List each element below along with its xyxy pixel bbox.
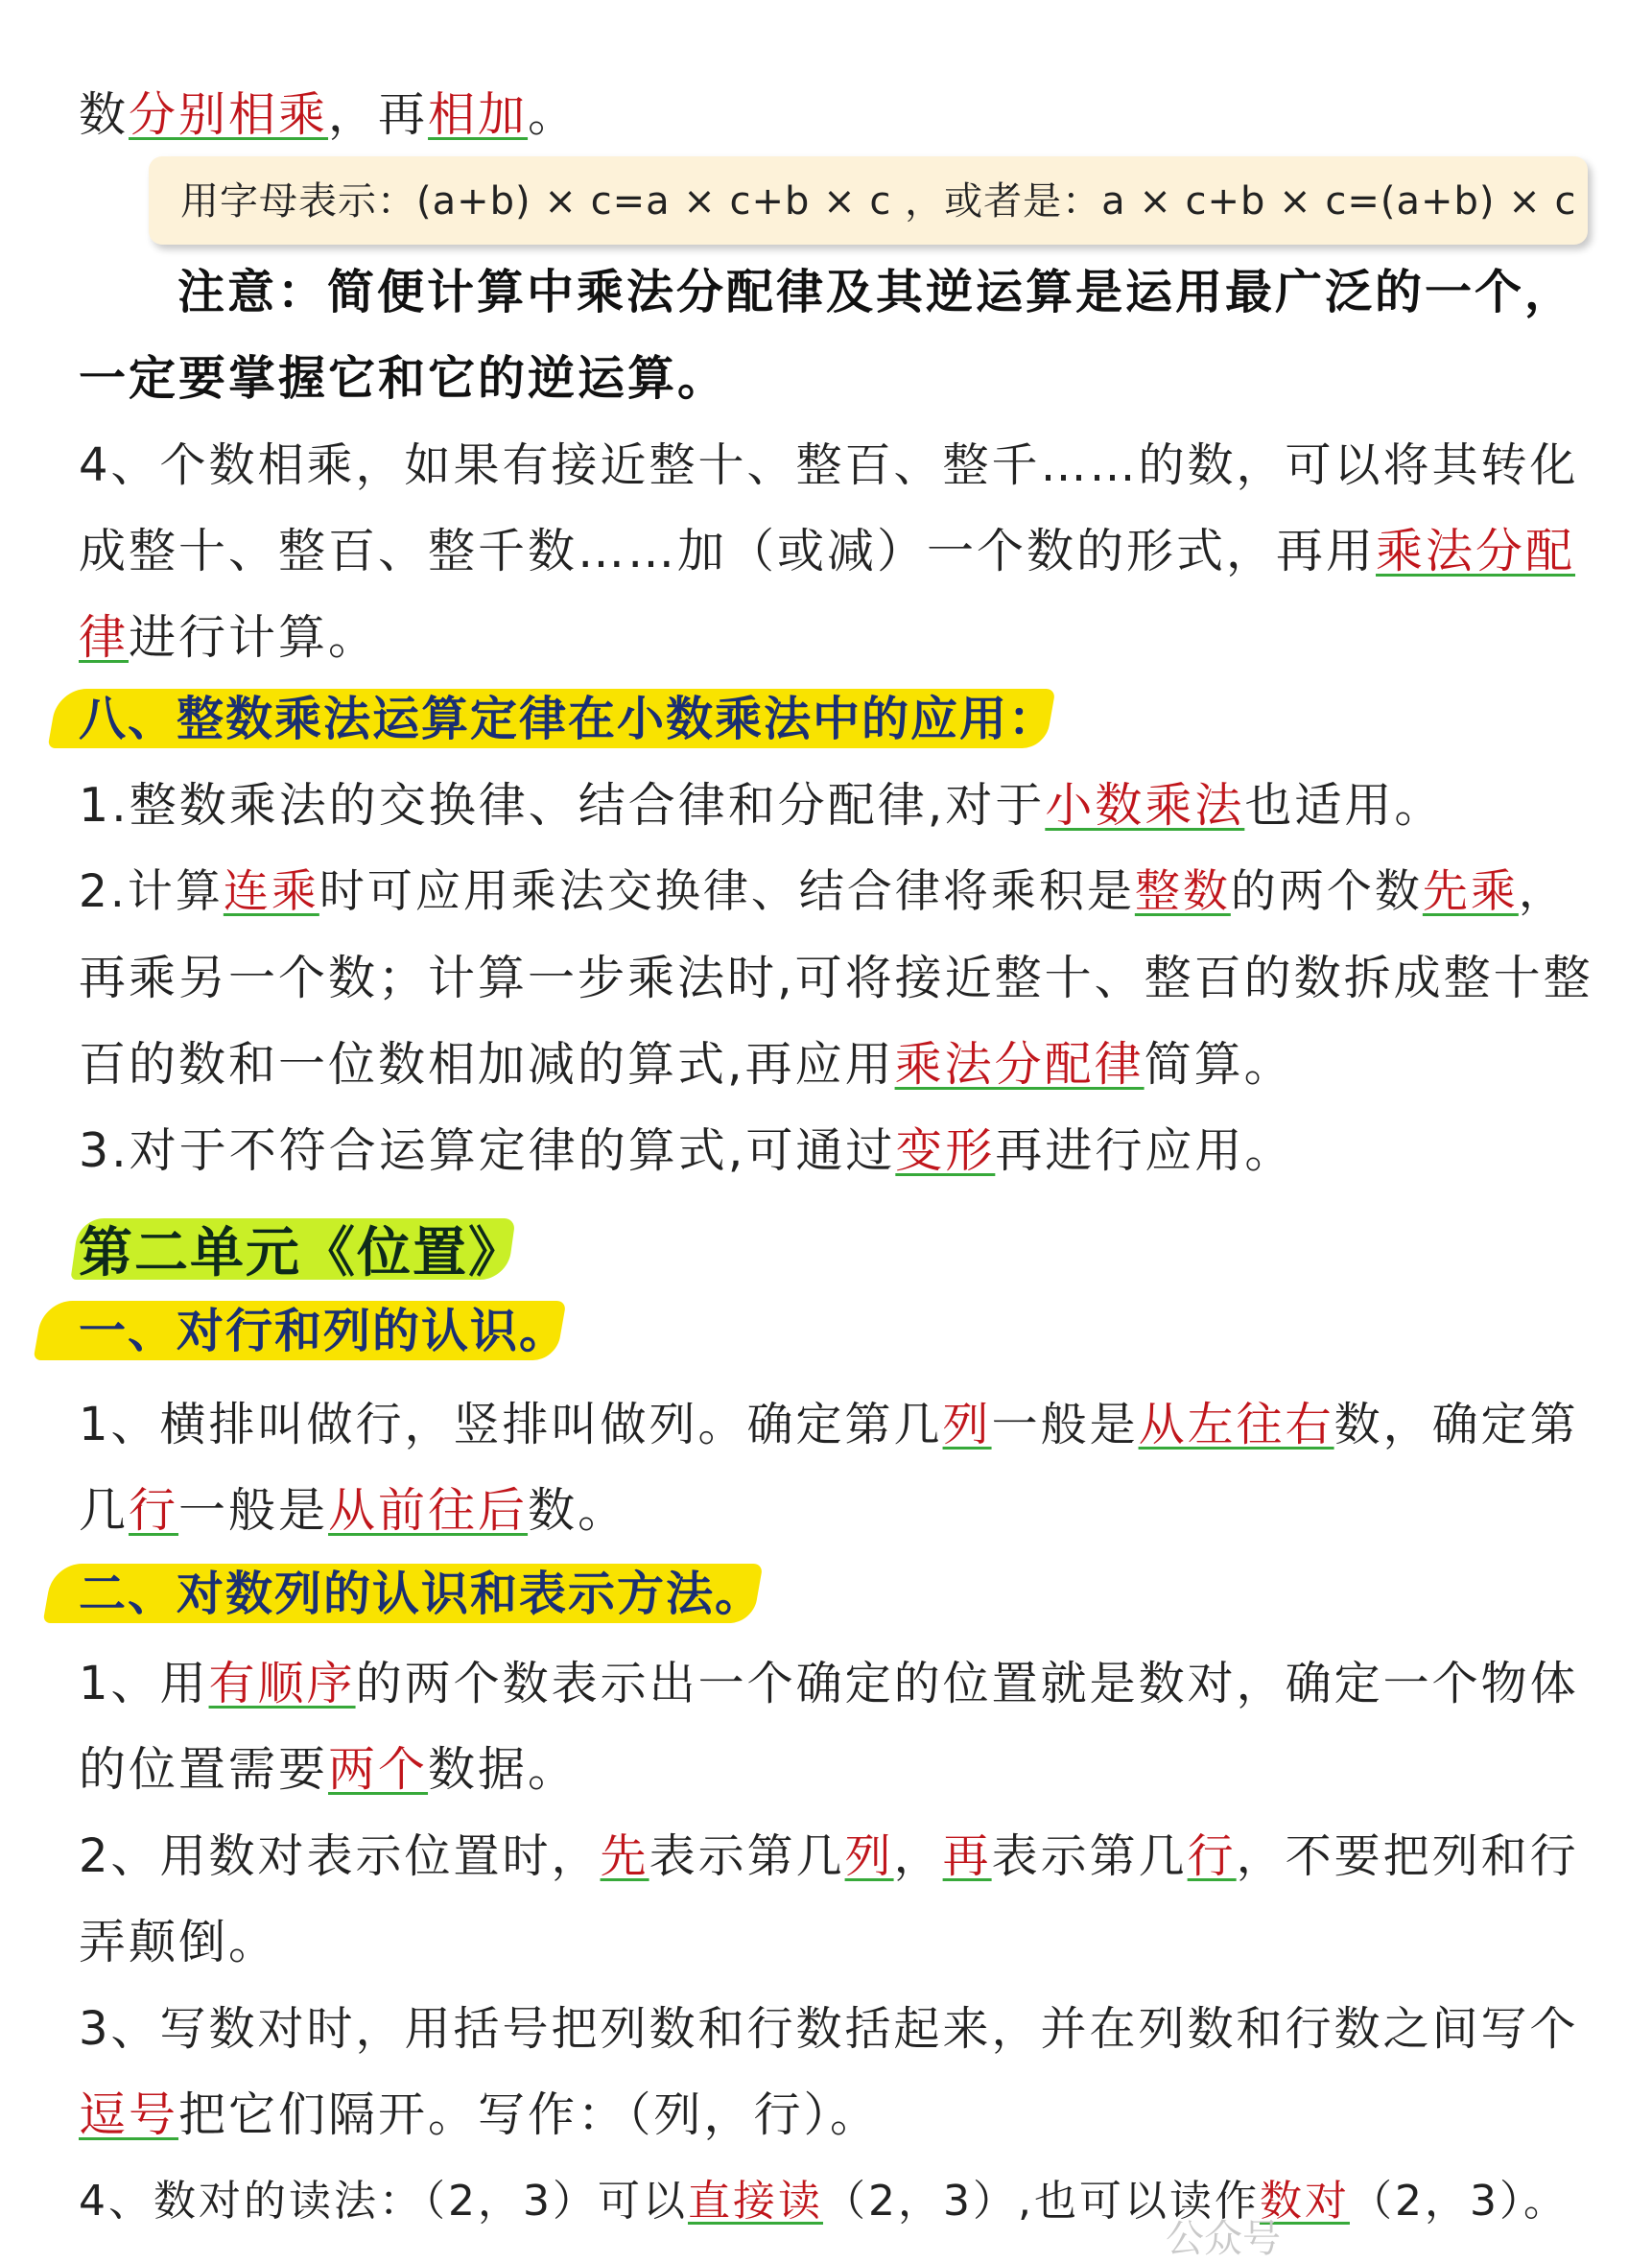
highlight-term: 再 — [942, 1829, 992, 1883]
highlight-term: 乘法分配 — [1376, 524, 1576, 578]
text-segment: ，再 — [328, 87, 429, 142]
sub2-p1-line2 — [79, 1741, 1594, 1799]
highlight-term: 两个 — [328, 1742, 429, 1797]
text-segment: 的位置需要 — [79, 1742, 329, 1797]
text-segment: 2.计算 — [79, 865, 224, 918]
text-segment: 一般是 — [178, 1483, 329, 1538]
sub2-p1-line1 — [79, 1655, 1594, 1712]
highlight-term: 连乘 — [223, 865, 319, 918]
sub2-p3-line1: 3、写数对时，用括号把列数和行数括起来，并在列数和行数之间写个 — [79, 2002, 1579, 2056]
highlight-term: 有顺序 — [208, 1657, 356, 1710]
section8-p3 — [79, 1122, 1594, 1180]
text-segment: 几 — [79, 1483, 130, 1538]
text-segment: 2、用数对表示位置时， — [79, 1829, 601, 1883]
text-segment: 的两个数 — [1230, 865, 1423, 918]
text-segment: （2，3）,也可以读作 — [822, 2177, 1260, 2226]
text-segment: 把它们隔开。写作：（列，行）。 — [178, 2087, 881, 2142]
highlight-term: 相加 — [428, 87, 529, 142]
text-segment: 表示第几 — [991, 1829, 1188, 1883]
text-segment: 成整十、整百、整千数……加（或减）一个数的形式，再用 — [79, 524, 1377, 578]
highlight-term: 逗号 — [79, 2087, 179, 2142]
highlight-term: 先 — [600, 1829, 649, 1883]
text-segment: 1.整数乘法的交换律、结合律和分配律,对于 — [79, 778, 1046, 833]
text-segment: 一般是 — [991, 1398, 1139, 1451]
text-line-distributive-end — [79, 86, 1594, 144]
text-segment: 数。 — [528, 1483, 628, 1538]
unit-2-title: 第二单元《位置》 — [79, 1222, 524, 1285]
highlight-term: 小数乘法 — [1045, 778, 1245, 833]
text-segment: 再进行应用。 — [995, 1123, 1295, 1178]
highlight-term: 从前往后 — [328, 1483, 529, 1538]
item4-line-2 — [79, 523, 1594, 580]
highlight-term: 先乘 — [1422, 865, 1519, 918]
highlight-term: 变形 — [895, 1123, 996, 1178]
text-segment: 1、横排叫做行，竖排叫做列。确定第几 — [79, 1398, 943, 1451]
highlight-term: 分别相乘 — [129, 87, 329, 142]
highlight-term: 行 — [129, 1483, 179, 1538]
sub2-p2-line1 — [79, 1827, 1594, 1885]
text-segment: （2，3）。 — [1349, 2177, 1569, 2226]
sub2-p3-line2 — [79, 2086, 1594, 2144]
text-segment: ， — [893, 1829, 943, 1883]
section-8-heading: 八、整数乘法运算定律在小数乘法中的应用： — [79, 692, 1058, 746]
text-segment: 数 — [79, 87, 130, 142]
text-segment: ， — [1518, 865, 1567, 918]
highlight-term: 行 — [1187, 1829, 1237, 1883]
note-line-1: 注意：简便计算中乘法分配律及其逆运算是运用最广泛的一个， — [177, 265, 1575, 319]
sub1-p1-line1 — [79, 1396, 1594, 1453]
text-segment: 3.对于不符合运算定律的算式,可通过 — [79, 1123, 896, 1178]
note-line-2: 一定要掌握它和它的逆运算。 — [79, 351, 728, 406]
sub1-p1-line2 — [79, 1482, 1594, 1540]
highlight-term: 律 — [79, 610, 130, 665]
section8-p2-line3 — [79, 1036, 1594, 1094]
text-segment: 1、用 — [79, 1657, 209, 1710]
text-segment: 4、数对的读法：（2，3）可以 — [79, 2177, 688, 2226]
section8-p2-line2: 再乘另一个数；计算一步乘法时,可将接近整十、整百的数拆成整十整 — [79, 951, 1593, 1005]
text-segment: 。 — [528, 87, 578, 142]
text-segment: 也适用。 — [1244, 778, 1445, 833]
section8-p2-line1 — [79, 863, 1594, 921]
formula-text: 用字母表示：(a+b) × c=a × c+b × c ，或者是：a × c+b × c=(a+b) × c — [180, 179, 1577, 224]
highlight-term: 列 — [942, 1398, 992, 1451]
item4-line-1: 4、个数相乘，如果有接近整十、整百、整千……的数，可以将其转化 — [79, 438, 1579, 492]
text-segment: 时可应用乘法交换律、结合律将乘积是 — [319, 865, 1135, 918]
section8-p1 — [79, 777, 1594, 835]
text-segment: 百的数和一位数相加减的算式,再应用 — [79, 1037, 895, 1092]
sub2-p2-line2: 弄颠倒。 — [79, 1915, 279, 1969]
watermark-text: 公众号 — [1166, 2217, 1281, 2261]
highlight-term: 数对 — [1259, 2177, 1350, 2226]
text-segment: 的两个数表示出一个确定的位置就是数对，确定一个物体 — [355, 1657, 1579, 1710]
sub2-p4 — [79, 2173, 1594, 2230]
item4-line-3 — [79, 609, 1594, 667]
highlight-term: 列 — [844, 1829, 894, 1883]
subsection-1-heading: 一、对行和列的认识。 — [79, 1304, 569, 1358]
text-segment: 数，确定第 — [1333, 1398, 1579, 1451]
subsection-2-heading: 二、对数列的认识和表示方法。 — [79, 1567, 765, 1621]
highlight-term: 从左往右 — [1138, 1398, 1334, 1451]
text-segment: ，不要把列和行 — [1236, 1829, 1579, 1883]
text-segment: 数据。 — [428, 1742, 578, 1797]
text-segment: 进行计算。 — [129, 610, 379, 665]
text-segment: 表示第几 — [649, 1829, 845, 1883]
highlight-term: 直接读 — [687, 2177, 823, 2226]
highlight-term: 乘法分配律 — [894, 1037, 1145, 1092]
text-segment: 简算。 — [1144, 1037, 1294, 1092]
highlight-term: 整数 — [1134, 865, 1231, 918]
